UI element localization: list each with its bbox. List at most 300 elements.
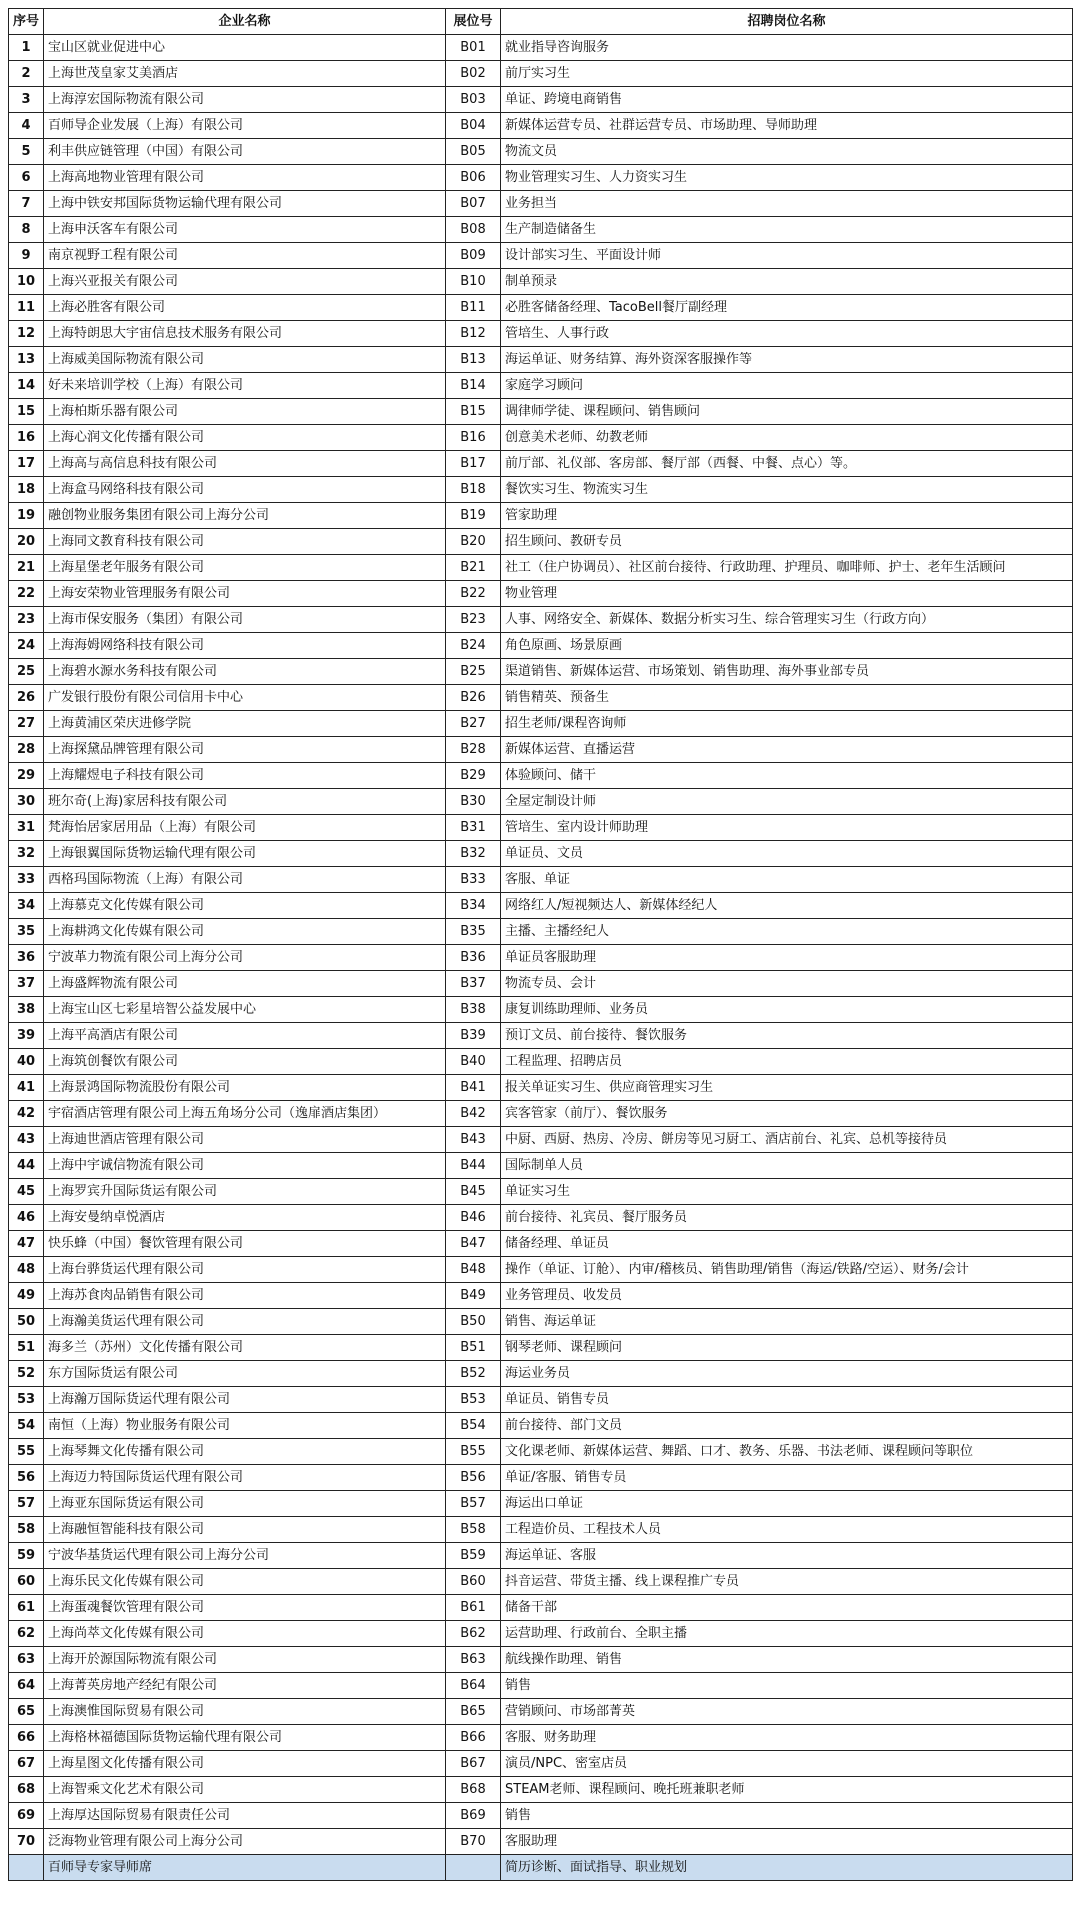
row-number: 14 xyxy=(9,373,44,399)
table-row xyxy=(9,425,1073,451)
row-number: 20 xyxy=(9,529,44,555)
row-number: 70 xyxy=(9,1829,44,1855)
booth-number: B36 xyxy=(446,945,501,971)
company-name: 快乐蜂（中国）餐饮管理有限公司 xyxy=(44,1231,446,1257)
row-number: 43 xyxy=(9,1127,44,1153)
job-positions: 前台接待、部门文员 xyxy=(501,1413,1073,1439)
job-positions: 客服、财务助理 xyxy=(501,1725,1073,1751)
table-row xyxy=(9,321,1073,347)
table-row xyxy=(9,1543,1073,1569)
booth-number: B69 xyxy=(446,1803,501,1829)
booth-number: B41 xyxy=(446,1075,501,1101)
job-positions: 前台接待、礼宾员、餐厅服务员 xyxy=(501,1205,1073,1231)
table-row xyxy=(9,1335,1073,1361)
table-row xyxy=(9,659,1073,685)
booth-number: B07 xyxy=(446,191,501,217)
table-row xyxy=(9,1621,1073,1647)
table-row xyxy=(9,1101,1073,1127)
table-row xyxy=(9,555,1073,581)
row-number: 15 xyxy=(9,399,44,425)
row-number: 64 xyxy=(9,1673,44,1699)
job-positions: 新媒体运营专员、社群运营专员、市场助理、导师助理 xyxy=(501,113,1073,139)
booth-number: B45 xyxy=(446,1179,501,1205)
booth-number: B64 xyxy=(446,1673,501,1699)
booth-number: B10 xyxy=(446,269,501,295)
booth-number: B70 xyxy=(446,1829,501,1855)
booth-number: B09 xyxy=(446,243,501,269)
row-number: 42 xyxy=(9,1101,44,1127)
booth-number: B51 xyxy=(446,1335,501,1361)
company-name: 上海心润文化传播有限公司 xyxy=(44,425,446,451)
job-positions: STEAM老师、课程顾问、晚托班兼职老师 xyxy=(501,1777,1073,1803)
company-name: 上海菁英房地产经纪有限公司 xyxy=(44,1673,446,1699)
job-positions: 海运单证、财务结算、海外资深客服操作等 xyxy=(501,347,1073,373)
job-positions: 业务管理员、收发员 xyxy=(501,1283,1073,1309)
job-positions: 海运出口单证 xyxy=(501,1491,1073,1517)
booth-number: B27 xyxy=(446,711,501,737)
table-row xyxy=(9,399,1073,425)
row-number: 58 xyxy=(9,1517,44,1543)
company-name: 上海景鸿国际物流股份有限公司 xyxy=(44,1075,446,1101)
row-number: 47 xyxy=(9,1231,44,1257)
booth-number: B46 xyxy=(446,1205,501,1231)
table-row xyxy=(9,1647,1073,1673)
row-number: 27 xyxy=(9,711,44,737)
table-row xyxy=(9,1283,1073,1309)
table-row xyxy=(9,1491,1073,1517)
booth-number: B25 xyxy=(446,659,501,685)
row-number: 62 xyxy=(9,1621,44,1647)
table-row xyxy=(9,243,1073,269)
table-row xyxy=(9,373,1073,399)
job-positions: 制单预录 xyxy=(501,269,1073,295)
row-number: 36 xyxy=(9,945,44,971)
table-row xyxy=(9,685,1073,711)
company-name: 上海安荣物业管理服务有限公司 xyxy=(44,581,446,607)
booth-number: B58 xyxy=(446,1517,501,1543)
table-row xyxy=(9,1803,1073,1829)
booth-number: B53 xyxy=(446,1387,501,1413)
row-number: 13 xyxy=(9,347,44,373)
booth-number: B50 xyxy=(446,1309,501,1335)
table-row xyxy=(9,1413,1073,1439)
booth-number: B54 xyxy=(446,1413,501,1439)
job-positions: 工程监理、招聘店员 xyxy=(501,1049,1073,1075)
job-positions: 物业管理 xyxy=(501,581,1073,607)
table-row xyxy=(9,295,1073,321)
job-positions: 宾客管家（前厅）、餐饮服务 xyxy=(501,1101,1073,1127)
recruitment-table-sheet xyxy=(8,8,1072,1881)
job-positions: 客服、单证 xyxy=(501,867,1073,893)
company-name: 上海蛋魂餐饮管理有限公司 xyxy=(44,1595,446,1621)
row-number: 53 xyxy=(9,1387,44,1413)
table-row xyxy=(9,1517,1073,1543)
table-row xyxy=(9,529,1073,555)
booth-number: B67 xyxy=(446,1751,501,1777)
footer-company-name: 百师导专家导师席 xyxy=(44,1855,446,1881)
job-positions: 抖音运营、带货主播、线上课程推广专员 xyxy=(501,1569,1073,1595)
company-name: 梵海怡居家居用品（上海）有限公司 xyxy=(44,815,446,841)
job-positions: 管培生、人事行政 xyxy=(501,321,1073,347)
company-name: 上海星图文化传播有限公司 xyxy=(44,1751,446,1777)
job-positions: 新媒体运营、直播运营 xyxy=(501,737,1073,763)
row-number: 5 xyxy=(9,139,44,165)
company-name: 广发银行股份有限公司信用卡中心 xyxy=(44,685,446,711)
company-name: 上海苏食肉品销售有限公司 xyxy=(44,1283,446,1309)
job-positions: 角色原画、场景原画 xyxy=(501,633,1073,659)
job-positions: 中厨、西厨、热房、冷房、餅房等见习厨工、酒店前台、礼宾、总机等接待员 xyxy=(501,1127,1073,1153)
job-positions: 客服助理 xyxy=(501,1829,1073,1855)
company-name: 上海亚东国际货运有限公司 xyxy=(44,1491,446,1517)
booth-number: B31 xyxy=(446,815,501,841)
row-number: 39 xyxy=(9,1023,44,1049)
booth-number: B38 xyxy=(446,997,501,1023)
company-name: 上海耕鸿文化传媒有限公司 xyxy=(44,919,446,945)
table-row xyxy=(9,87,1073,113)
row-number: 38 xyxy=(9,997,44,1023)
job-positions: 家庭学习顾问 xyxy=(501,373,1073,399)
job-positions: 销售、海运单证 xyxy=(501,1309,1073,1335)
row-number: 24 xyxy=(9,633,44,659)
table-row xyxy=(9,945,1073,971)
row-number: 41 xyxy=(9,1075,44,1101)
company-name: 海多兰（苏州）文化传播有限公司 xyxy=(44,1335,446,1361)
row-number: 1 xyxy=(9,35,44,61)
job-positions: 就业指导咨询服务 xyxy=(501,35,1073,61)
booth-number: B56 xyxy=(446,1465,501,1491)
booth-number: B55 xyxy=(446,1439,501,1465)
row-number: 35 xyxy=(9,919,44,945)
job-positions: 操作（单证、订舱）、内审/稽核员、销售助理/销售（海运/铁路/空运）、财务/会计 xyxy=(501,1257,1073,1283)
job-positions: 生产制造储备生 xyxy=(501,217,1073,243)
company-name: 班尔奇(上海)家居科技有限公司 xyxy=(44,789,446,815)
row-number: 68 xyxy=(9,1777,44,1803)
table-row xyxy=(9,217,1073,243)
table-row xyxy=(9,1257,1073,1283)
table-row xyxy=(9,1699,1073,1725)
booth-number: B16 xyxy=(446,425,501,451)
job-positions: 单证员客服助理 xyxy=(501,945,1073,971)
booth-number: B47 xyxy=(446,1231,501,1257)
job-positions: 主播、主播经纪人 xyxy=(501,919,1073,945)
table-row xyxy=(9,191,1073,217)
booth-number: B62 xyxy=(446,1621,501,1647)
company-name: 上海盒马网络科技有限公司 xyxy=(44,477,446,503)
company-name: 泛海物业管理有限公司上海分公司 xyxy=(44,1829,446,1855)
booth-number: B26 xyxy=(446,685,501,711)
company-name: 宇宿酒店管理有限公司上海五角场分公司（逸扉酒店集团） xyxy=(44,1101,446,1127)
table-row xyxy=(9,763,1073,789)
company-name: 上海高与高信息科技有限公司 xyxy=(44,451,446,477)
company-name: 上海黄浦区荣庆进修学院 xyxy=(44,711,446,737)
job-positions: 销售精英、预备生 xyxy=(501,685,1073,711)
job-positions: 海运业务员 xyxy=(501,1361,1073,1387)
booth-number: B57 xyxy=(446,1491,501,1517)
table-row xyxy=(9,1751,1073,1777)
company-name: 南恒（上海）物业服务有限公司 xyxy=(44,1413,446,1439)
table-row xyxy=(9,1777,1073,1803)
job-positions: 物流文员 xyxy=(501,139,1073,165)
row-number: 4 xyxy=(9,113,44,139)
company-name: 上海台骅货运代理有限公司 xyxy=(44,1257,446,1283)
table-row xyxy=(9,997,1073,1023)
job-positions: 人事、网络安全、新媒体、数据分析实习生、综合管理实习生（行政方向） xyxy=(501,607,1073,633)
company-name: 上海淳宏国际物流有限公司 xyxy=(44,87,446,113)
row-number: 60 xyxy=(9,1569,44,1595)
booth-number: B28 xyxy=(446,737,501,763)
booth-number: B02 xyxy=(446,61,501,87)
job-positions: 招生顾问、教研专员 xyxy=(501,529,1073,555)
booth-number: B21 xyxy=(446,555,501,581)
row-number: 11 xyxy=(9,295,44,321)
booth-number: B44 xyxy=(446,1153,501,1179)
row-number: 29 xyxy=(9,763,44,789)
company-name: 上海开於源国际物流有限公司 xyxy=(44,1647,446,1673)
table-row xyxy=(9,139,1073,165)
company-name: 上海威美国际物流有限公司 xyxy=(44,347,446,373)
row-number: 26 xyxy=(9,685,44,711)
row-number: 8 xyxy=(9,217,44,243)
table-row xyxy=(9,789,1073,815)
table-row xyxy=(9,1387,1073,1413)
table-row xyxy=(9,1309,1073,1335)
company-name: 上海迪世酒店管理有限公司 xyxy=(44,1127,446,1153)
footer-job-positions: 简历诊断、面试指导、职业规划 xyxy=(501,1855,1073,1881)
booth-number: B18 xyxy=(446,477,501,503)
header-company: 企业名称 xyxy=(44,9,446,35)
table-header-row xyxy=(9,9,1073,35)
company-name: 上海琴舞文化传播有限公司 xyxy=(44,1439,446,1465)
job-positions: 设计部实习生、平面设计师 xyxy=(501,243,1073,269)
row-number: 32 xyxy=(9,841,44,867)
company-name: 上海兴亚报关有限公司 xyxy=(44,269,446,295)
table-row xyxy=(9,35,1073,61)
row-number: 6 xyxy=(9,165,44,191)
job-positions: 储备干部 xyxy=(501,1595,1073,1621)
row-number: 2 xyxy=(9,61,44,87)
job-positions: 社工（住户协调员）、社区前台接待、行政助理、护理员、咖啡师、护士、老年生活顾问 xyxy=(501,555,1073,581)
row-number: 69 xyxy=(9,1803,44,1829)
job-positions: 海运单证、客服 xyxy=(501,1543,1073,1569)
booth-number: B20 xyxy=(446,529,501,555)
row-number: 9 xyxy=(9,243,44,269)
header-position: 招聘岗位名称 xyxy=(501,9,1073,35)
booth-number: B66 xyxy=(446,1725,501,1751)
table-row xyxy=(9,1049,1073,1075)
company-name: 宝山区就业促进中心 xyxy=(44,35,446,61)
company-name: 上海瀚万国际货运代理有限公司 xyxy=(44,1387,446,1413)
job-positions: 演员/NPC、密室店员 xyxy=(501,1751,1073,1777)
table-row xyxy=(9,1023,1073,1049)
row-number: 25 xyxy=(9,659,44,685)
table-row xyxy=(9,1179,1073,1205)
booth-number: B11 xyxy=(446,295,501,321)
table-row xyxy=(9,633,1073,659)
table-row xyxy=(9,1361,1073,1387)
booth-number: B05 xyxy=(446,139,501,165)
company-name: 上海澳惟国际贸易有限公司 xyxy=(44,1699,446,1725)
company-name: 上海尚萃文化传媒有限公司 xyxy=(44,1621,446,1647)
booth-number: B35 xyxy=(446,919,501,945)
booth-number: B68 xyxy=(446,1777,501,1803)
job-positions: 前厅实习生 xyxy=(501,61,1073,87)
row-number: 17 xyxy=(9,451,44,477)
job-positions: 调律师学徒、课程顾问、销售顾问 xyxy=(501,399,1073,425)
company-name: 上海世茂皇家艾美酒店 xyxy=(44,61,446,87)
header-number: 序号 xyxy=(9,9,44,35)
booth-number: B37 xyxy=(446,971,501,997)
booth-number: B39 xyxy=(446,1023,501,1049)
company-name: 上海慕克文化传媒有限公司 xyxy=(44,893,446,919)
job-positions: 管培生、室内设计师助理 xyxy=(501,815,1073,841)
row-number: 19 xyxy=(9,503,44,529)
job-positions: 销售 xyxy=(501,1803,1073,1829)
company-name: 上海融恒智能科技有限公司 xyxy=(44,1517,446,1543)
job-positions: 业务担当 xyxy=(501,191,1073,217)
job-positions: 物流专员、会计 xyxy=(501,971,1073,997)
table-row xyxy=(9,737,1073,763)
company-name: 上海厚达国际贸易有限责任公司 xyxy=(44,1803,446,1829)
company-name: 上海市保安服务（集团）有限公司 xyxy=(44,607,446,633)
table-row xyxy=(9,971,1073,997)
booth-number: B22 xyxy=(446,581,501,607)
job-positions: 网络红人/短视频达人、新媒体经纪人 xyxy=(501,893,1073,919)
company-name: 上海安曼纳卓悦酒店 xyxy=(44,1205,446,1231)
booth-number: B52 xyxy=(446,1361,501,1387)
job-positions: 工程造价员、工程技术人员 xyxy=(501,1517,1073,1543)
table-row xyxy=(9,711,1073,737)
job-positions: 招生老师/课程咨询师 xyxy=(501,711,1073,737)
booth-number: B04 xyxy=(446,113,501,139)
table-body xyxy=(9,35,1073,1881)
booth-number: B59 xyxy=(446,1543,501,1569)
company-name: 好未来培训学校（上海）有限公司 xyxy=(44,373,446,399)
company-name: 上海格林福德国际货物运输代理有限公司 xyxy=(44,1725,446,1751)
row-number: 18 xyxy=(9,477,44,503)
company-name: 上海必胜客有限公司 xyxy=(44,295,446,321)
job-positions: 全屋定制设计师 xyxy=(501,789,1073,815)
table-row xyxy=(9,347,1073,373)
company-name: 宁波革力物流有限公司上海分公司 xyxy=(44,945,446,971)
table-row xyxy=(9,841,1073,867)
row-number: 40 xyxy=(9,1049,44,1075)
row-number: 54 xyxy=(9,1413,44,1439)
company-name: 上海柏斯乐器有限公司 xyxy=(44,399,446,425)
job-positions: 物业管理实习生、人力资实习生 xyxy=(501,165,1073,191)
booth-number: B03 xyxy=(446,87,501,113)
table-row xyxy=(9,165,1073,191)
booth-number: B40 xyxy=(446,1049,501,1075)
row-number: 37 xyxy=(9,971,44,997)
row-number: 21 xyxy=(9,555,44,581)
booth-number: B14 xyxy=(446,373,501,399)
row-number: 57 xyxy=(9,1491,44,1517)
table-row xyxy=(9,607,1073,633)
job-positions: 储备经理、单证员 xyxy=(501,1231,1073,1257)
company-name: 上海盛辉物流有限公司 xyxy=(44,971,446,997)
table-row xyxy=(9,477,1073,503)
table-row xyxy=(9,1465,1073,1491)
company-name: 上海筑创餐饮有限公司 xyxy=(44,1049,446,1075)
table-row xyxy=(9,1127,1073,1153)
company-name: 东方国际货运有限公司 xyxy=(44,1361,446,1387)
company-name: 上海中宇诚信物流有限公司 xyxy=(44,1153,446,1179)
booth-number: B63 xyxy=(446,1647,501,1673)
row-number: 65 xyxy=(9,1699,44,1725)
row-number: 30 xyxy=(9,789,44,815)
row-number: 56 xyxy=(9,1465,44,1491)
row-number: 28 xyxy=(9,737,44,763)
table-row xyxy=(9,1153,1073,1179)
company-name: 上海同文教育科技有限公司 xyxy=(44,529,446,555)
table-row xyxy=(9,1075,1073,1101)
job-positions: 前厅部、礼仪部、客房部、餐厅部（西餐、中餐、点心）等。 xyxy=(501,451,1073,477)
booth-number: B32 xyxy=(446,841,501,867)
booth-number: B49 xyxy=(446,1283,501,1309)
booth-number: B17 xyxy=(446,451,501,477)
table-row xyxy=(9,1231,1073,1257)
job-positions: 单证实习生 xyxy=(501,1179,1073,1205)
job-positions: 预订文员、前台接待、餐饮服务 xyxy=(501,1023,1073,1049)
booth-number: B23 xyxy=(446,607,501,633)
row-number: 51 xyxy=(9,1335,44,1361)
row-number: 16 xyxy=(9,425,44,451)
company-name: 上海罗宾升国际货运有限公司 xyxy=(44,1179,446,1205)
job-positions: 销售 xyxy=(501,1673,1073,1699)
table-row xyxy=(9,1205,1073,1231)
table-row xyxy=(9,1725,1073,1751)
company-name: 上海高地物业管理有限公司 xyxy=(44,165,446,191)
company-name: 上海星堡老年服务有限公司 xyxy=(44,555,446,581)
job-positions: 创意美术老师、幼教老师 xyxy=(501,425,1073,451)
row-number: 12 xyxy=(9,321,44,347)
booth-number: B12 xyxy=(446,321,501,347)
booth-number: B34 xyxy=(446,893,501,919)
row-number: 44 xyxy=(9,1153,44,1179)
row-number: 3 xyxy=(9,87,44,113)
job-positions: 管家助理 xyxy=(501,503,1073,529)
table-row xyxy=(9,451,1073,477)
booth-number: B42 xyxy=(446,1101,501,1127)
job-positions: 航线操作助理、销售 xyxy=(501,1647,1073,1673)
company-name: 上海中铁安邦国际货物运输代理有限公司 xyxy=(44,191,446,217)
job-positions: 运营助理、行政前台、全职主播 xyxy=(501,1621,1073,1647)
job-positions: 餐饮实习生、物流实习生 xyxy=(501,477,1073,503)
row-number: 22 xyxy=(9,581,44,607)
row-number: 48 xyxy=(9,1257,44,1283)
booth-number: B13 xyxy=(446,347,501,373)
table-row xyxy=(9,113,1073,139)
table-row xyxy=(9,581,1073,607)
booth-number: B15 xyxy=(446,399,501,425)
booth-number: B60 xyxy=(446,1569,501,1595)
company-name: 利丰供应链管理（中国）有限公司 xyxy=(44,139,446,165)
footer-booth-number xyxy=(446,1855,501,1881)
booth-number: B65 xyxy=(446,1699,501,1725)
company-name: 上海瀚美货运代理有限公司 xyxy=(44,1309,446,1335)
company-name: 百师导企业发展（上海）有限公司 xyxy=(44,113,446,139)
company-name: 上海迈力特国际货运代理有限公司 xyxy=(44,1465,446,1491)
company-name: 上海平高酒店有限公司 xyxy=(44,1023,446,1049)
row-number: 46 xyxy=(9,1205,44,1231)
recruitment-table xyxy=(8,8,1073,1881)
company-name: 上海智乘文化艺术有限公司 xyxy=(44,1777,446,1803)
booth-number: B24 xyxy=(446,633,501,659)
row-number: 50 xyxy=(9,1309,44,1335)
expert-mentor-row xyxy=(9,1855,1073,1881)
company-name: 上海碧水源水务科技有限公司 xyxy=(44,659,446,685)
table-row xyxy=(9,893,1073,919)
